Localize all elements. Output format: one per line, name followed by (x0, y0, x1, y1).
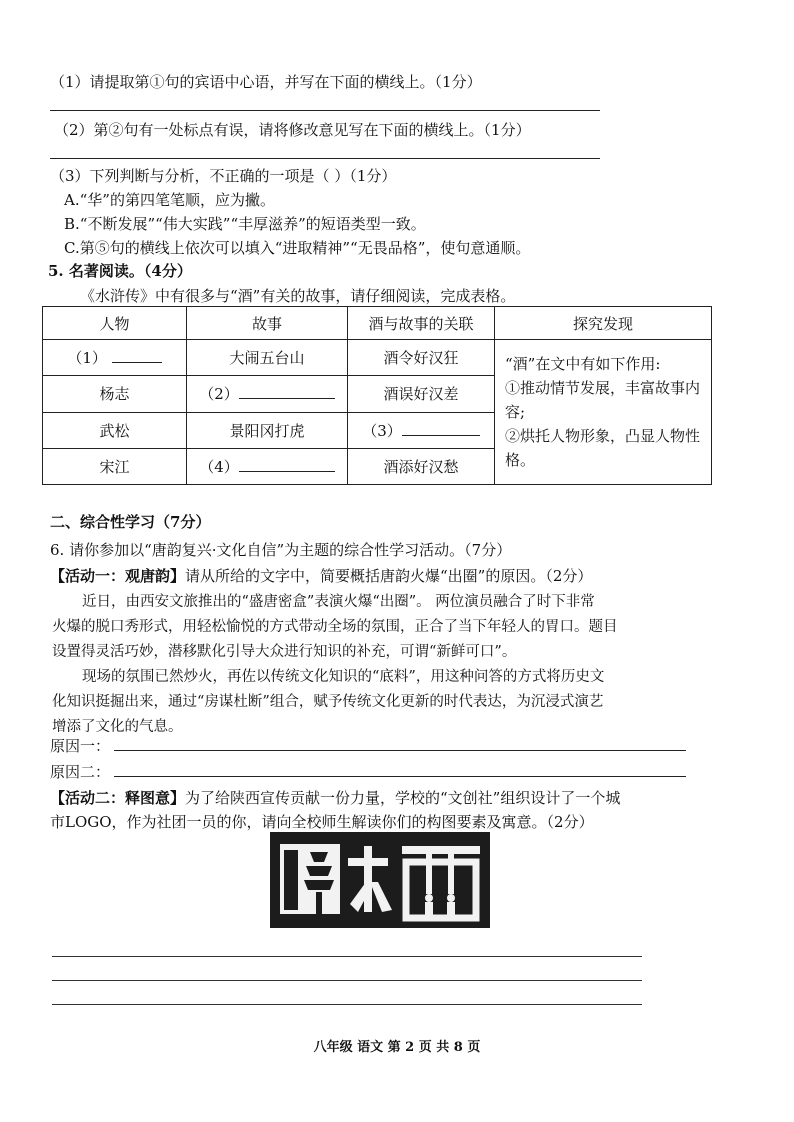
activity2-text-2: 市LOGO，作为社团一员的你，请向全校师生解读你们的构图要素及寓意。（2分） (50, 813, 594, 831)
header-finding: 探究发现 (495, 307, 712, 340)
cell-finding (495, 340, 712, 485)
q4-option-c: C.第⑤句的横线上依次可以填入“进取精神”“无畏品格”，使句意通顺。 (64, 239, 531, 257)
q4-sub1: （1）请提取第①句的宾语中心语，并写在下面的横线上。（1分） (50, 73, 482, 91)
cell-person: 宋江 (43, 448, 187, 484)
cell-person: （1） (43, 340, 187, 376)
table-row (43, 340, 712, 376)
table-header-row (43, 307, 712, 340)
section2-heading: 二、综合性学习（7分） (50, 513, 211, 531)
reason1-answer-line[interactable] (114, 750, 686, 751)
passage-line-4: 现场的氛围已然炒火，再佐以传统文化知识的“底料”，用这种问答的方式将历史文 (82, 669, 605, 685)
blank-2[interactable] (239, 384, 335, 399)
activity2 (50, 788, 620, 808)
activity2-text-1: 为了给陕西宣传贡献一份力量，学校的“文创社”组织设计了一个城 (185, 789, 621, 807)
cell-link: 酒添好汉愁 (348, 448, 495, 484)
q5-table (42, 306, 712, 485)
activity2-label: 【活动二：释图意】 (50, 789, 186, 807)
q4-sub2: （2）第②句有一处标点有误，请将修改意见写在下面的横线上。（1分） (54, 121, 531, 139)
blank-1[interactable] (112, 348, 162, 363)
header-link: 酒与故事的关联 (348, 307, 495, 340)
activity2-answer-line-2[interactable] (52, 980, 642, 981)
passage-line-3: 设置得灵活巧妙，潜移默化引导大众进行知识的补充，可谓“新鲜可口”。 (52, 644, 517, 660)
activity2-answer-line-1[interactable] (52, 956, 642, 957)
q5-intro: 《水浒传》中有很多与“酒”有关的故事，请仔细阅读，完成表格。 (80, 287, 516, 305)
passage-line-6: 增添了文化的气息。 (52, 719, 183, 735)
cell-link: （3） (348, 412, 495, 448)
cell-story: 景阳冈打虎 (187, 412, 348, 448)
shaanxi-logo-icon (270, 832, 490, 928)
answer-line-q4-1[interactable] (50, 110, 600, 111)
cell-person: 武松 (43, 412, 187, 448)
header-person: 人物 (43, 307, 187, 340)
finding-line-2: ①推动情节发展，丰富故事内容; (505, 379, 701, 421)
blank-3[interactable] (402, 421, 480, 436)
cell-story: （4） (187, 448, 348, 484)
passage-line-1: 近日，由西安文旅推出的“盛唐密盒”表演火爆“出圈”。 两位演员融合了时下非常 (82, 594, 595, 610)
finding-line-1: “酒”在文中有如下作用: (505, 355, 661, 373)
cell-story: 大闹五台山 (187, 340, 348, 376)
activity1-text: 请从所给的文字中，简要概括唐韵火爆“出圈”的原因。（2分） (185, 567, 593, 585)
blank-4[interactable] (239, 457, 335, 472)
cell-person: 杨志 (43, 376, 187, 412)
reason1-label: 原因一： (50, 737, 111, 755)
q4-option-b: B.“不断发展”“伟大实践”“丰厚滋养”的短语类型一致。 (64, 215, 426, 233)
passage-line-2: 火爆的脱口秀形式，用轻松愉悦的方式带动全场的氛围，正合了当下年轻人的胃口。题目 (52, 619, 618, 635)
cell-link: 酒令好汉狂 (348, 340, 495, 376)
reason2-answer-line[interactable] (114, 776, 686, 777)
cell-story: （2） (187, 376, 348, 412)
reason2-label: 原因二： (50, 763, 111, 781)
activity1 (50, 566, 592, 586)
cell-link: 酒误好汉差 (348, 376, 495, 412)
q5-heading: 5. 名著阅读。（4分） (48, 262, 192, 280)
q4-sub3: （3）下列判断与分析，不正确的一项是（ ）（1分） (50, 167, 397, 185)
shaanxi-logo-image (270, 832, 490, 928)
activity1-label: 【活动一：观唐韵】 (50, 567, 186, 585)
passage-line-5: 化知识挺掘出来，通过“房谋杜断”组合，赋予传统文化更新的时代表达，为沉浸式演艺 (52, 694, 604, 710)
q6-prompt: 6. 请你参加以“唐韵复兴·文化自信”为主题的综合性学习活动。（7分） (50, 541, 512, 559)
page-footer: 八年级 语文 第 2 页 共 8 页 (313, 1040, 481, 1055)
header-story: 故事 (187, 307, 348, 340)
finding-line-3: ②烘托人物形象，凸显人物性格。 (505, 427, 701, 469)
activity2-answer-line-3[interactable] (52, 1004, 642, 1005)
q4-option-a: A.“华”的第四笔笔顺，应为撇。 (64, 191, 275, 209)
answer-line-q4-2[interactable] (50, 158, 600, 159)
